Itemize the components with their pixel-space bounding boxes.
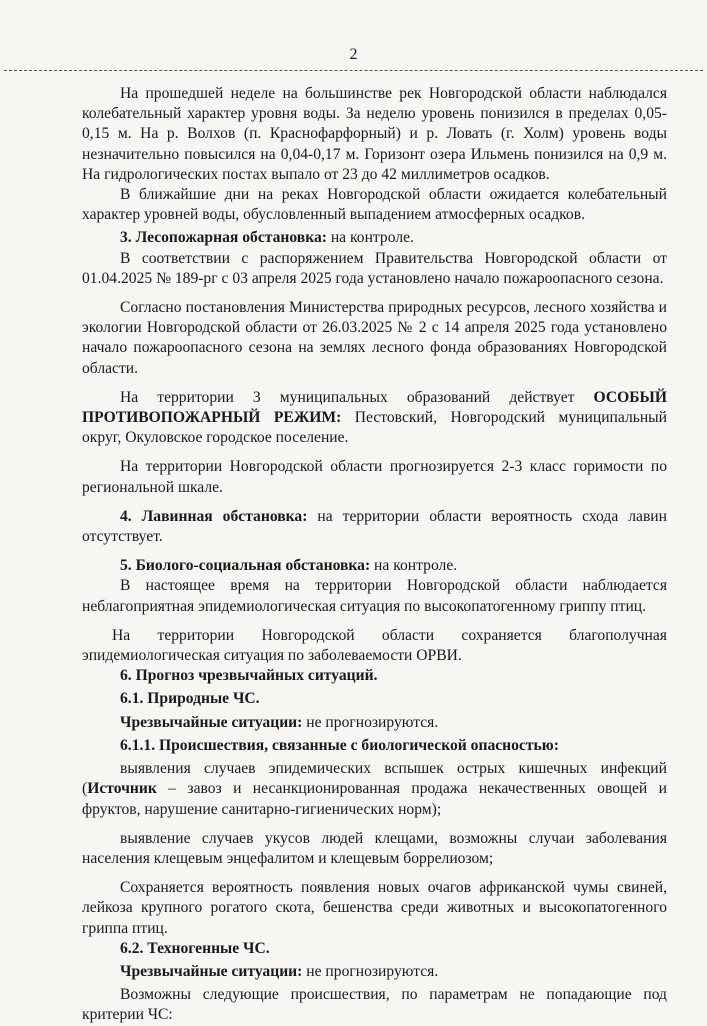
paragraph-water-forecast: В ближайшие дни на реках Новгородской области ожидается колебательный характер уровней воды, обусловленный выпадением атмосферных осадков. bbox=[82, 186, 667, 224]
page-number: 2 bbox=[349, 46, 358, 63]
heading-technogenic-emergencies: 6.2. Техногенные ЧС. bbox=[120, 939, 270, 957]
paragraph-orvi: На территории Новгородской области сохраняется благополучная эпидемиологическая ситуация по заболеваемости ОРВИ. bbox=[82, 626, 667, 665]
paragraph-intestinal-infections: выявления случаев эпидемических вспышек острых кишечных инфекций (Источник – завоз и несанкционированная продажа некачественных овощей и фруктов, нарушение санитарно-гигиенических норм); bbox=[82, 760, 667, 818]
paragraph-fire-regime: На территории 3 муниципальных образований действует ОСОБЫЙ ПРОТИВОПОЖАРНЫЙ РЕЖИМ: Пестовский, Новгородский муниципальный округ, Окуловское городское поселение. bbox=[82, 388, 668, 447]
paragraph-fire-season-order: В соответствии с распоряжением Правительства Новгородской области от 01.04.2025 № 189-рг с 03 апреля 2025 года установлено начало пожароопасного сезона. bbox=[82, 249, 667, 287]
paragraph-tick-bites: выявление случаев укусов людей клещами, возможны случаи заболевания населения клещевым энцефалитом и клещевым боррелиозом; bbox=[82, 829, 667, 867]
heading-bio-hazard: 6.1.1. Происшествия, связанные с биологической опасностью: bbox=[120, 736, 559, 754]
paragraph-animal-diseases: Сохраняется вероятность появления новых очагов африканской чумы свиней, лейкоза крупного рогатого скота, бешенства среди животных и высокопатогенного гриппа птиц. bbox=[82, 879, 667, 937]
document-body bbox=[82, 84, 667, 1026]
header-divider bbox=[4, 70, 703, 71]
heading-emergency-forecast: 6. Прогноз чрезвычайных ситуаций. bbox=[120, 667, 378, 685]
heading-avalanche: 4. Лавинная обстановка: на территории области вероятность схода лавин отсутствует. bbox=[82, 507, 667, 546]
paragraph-fire-class: На территории Новгородской области прогнозируется 2-3 класс горимости по региональной шкале. bbox=[82, 458, 667, 496]
heading-natural-emergencies: 6.1. Природные ЧС. bbox=[120, 690, 260, 708]
paragraph-hydrology: На прошедшей неделе на большинстве рек Новгородской области наблюдался колебательный характер уровня воды. За неделю уровень понизился в пределах 0,05-0,15 м. На р. Волхов (п. Краснофарфорный) и р. Ловать (г. Холм) уровень воды незначительно повысился на 0,04-0,17 м. Горизонт озера Ильмень понизился на 0,9 м. На гидрологических постах выпало от 23 до 42 миллиметров осадков. bbox=[82, 85, 667, 183]
paragraph-natural-status: Чрезвычайные ситуации: не прогнозируются. bbox=[120, 713, 439, 731]
paragraph-technogenic-status: Чрезвычайные ситуации: не прогнозируются. bbox=[120, 962, 439, 980]
paragraph-avian-flu: В настоящее время на территории Новгородской области наблюдается неблагоприятная эпидемиологическая ситуация по высокопатогенному гриппу птиц. bbox=[82, 577, 667, 615]
heading-forest-fire: 3. Лесопожарная обстановка: на контроле. bbox=[120, 229, 414, 247]
heading-bio-social: 5. Биолого-социальная обстановка: на контроле. bbox=[120, 557, 458, 575]
paragraph-possible-incidents: Возможны следующие происшествия, по параметрам не попадающие под критерии ЧС: bbox=[82, 986, 667, 1024]
paragraph-ministry-resolution: Согласно постановления Министерства природных ресурсов, лесного хозяйства и экологии Новгородской области от 26.03.2025 № 2 с 14 апреля 2025 года установлено начало пожароопасного сезона на землях лесного фонда образованиях Новгородской области. bbox=[82, 299, 667, 377]
